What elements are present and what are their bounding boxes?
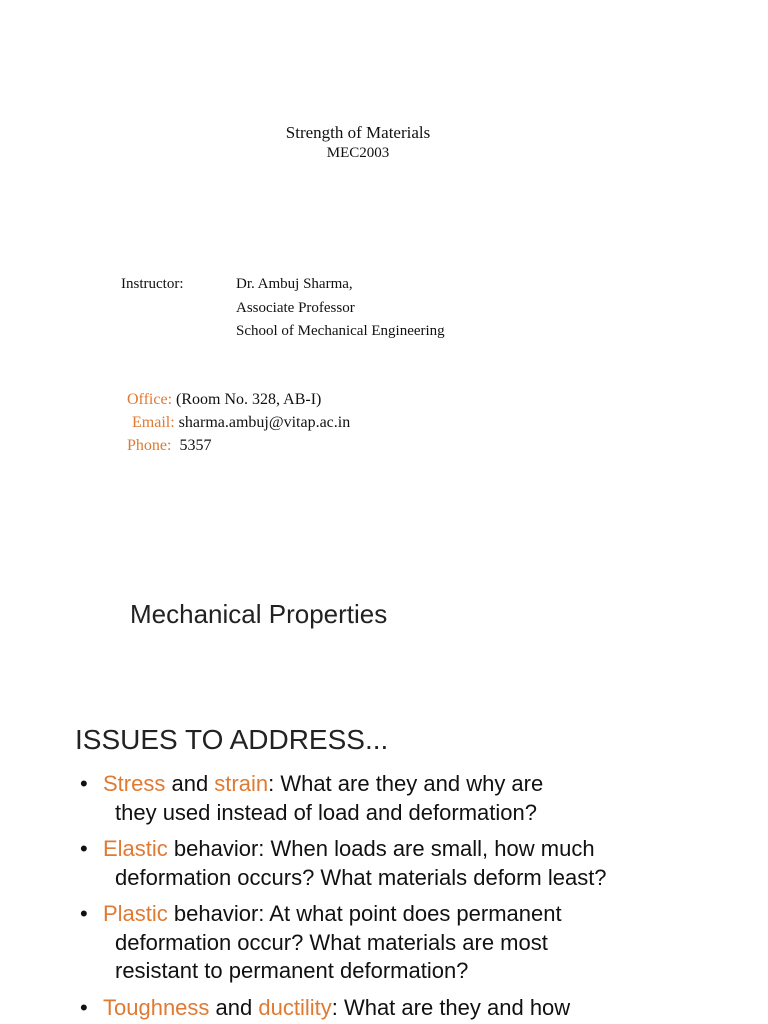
bullet-icon: • <box>80 836 88 861</box>
item-continuation: deformation occurs? What materials deform least? <box>115 864 607 890</box>
section-title: Mechanical Properties <box>130 599 388 629</box>
bullet-icon: • <box>80 901 88 926</box>
email-line <box>132 413 350 433</box>
term: Stress <box>103 771 166 796</box>
item-text: behavior: At what point does permanent <box>167 901 562 926</box>
instructor-school: School of Mechanical Engineering <box>236 323 445 339</box>
instructor-name: Dr. Ambuj Sharma, <box>236 276 353 292</box>
list-item <box>80 994 760 1023</box>
item-continuation: deformation occur? What materials are most <box>115 929 548 955</box>
phone-label: Phone: <box>127 437 172 454</box>
phone-line <box>127 436 211 456</box>
term: Toughness <box>103 994 210 1020</box>
phone-value: 5357 <box>171 437 212 454</box>
office-value: (Room No. 328, AB-I) <box>172 391 322 408</box>
list-item <box>80 835 760 892</box>
term: Plastic <box>103 901 168 926</box>
item-text: : What are they and how <box>331 994 571 1020</box>
item-text: behavior: When loads are small, how much <box>167 836 595 861</box>
issues-list <box>80 770 760 1024</box>
term: ductility <box>258 994 332 1020</box>
item-continuation: they used instead of load and deformation? <box>115 799 537 825</box>
course-code: MEC2003 <box>326 145 390 161</box>
email-label: Email: <box>132 414 175 431</box>
instructor-details <box>236 275 445 346</box>
term: Elastic <box>103 836 168 861</box>
list-item <box>80 900 760 986</box>
term: strain <box>214 771 269 796</box>
office-label: Office: <box>127 391 173 408</box>
course-title: Strength of Materials <box>285 123 431 142</box>
bullet-icon: • <box>80 771 88 796</box>
item-continuation: resistant to permanent deformation? <box>115 958 469 983</box>
bullet-icon: • <box>80 994 88 1020</box>
connector-text: and <box>209 994 259 1020</box>
email-value: sharma.ambuj@vitap.ac.in <box>174 414 351 431</box>
issues-heading: ISSUES TO ADDRESS... <box>75 724 389 755</box>
list-item <box>80 770 760 827</box>
item-text: : What are they and why are <box>268 771 544 796</box>
instructor-position: Associate Professor <box>236 299 355 316</box>
instructor-label: Instructor: <box>121 276 184 292</box>
connector-text: and <box>165 771 215 796</box>
office-line <box>127 390 321 410</box>
